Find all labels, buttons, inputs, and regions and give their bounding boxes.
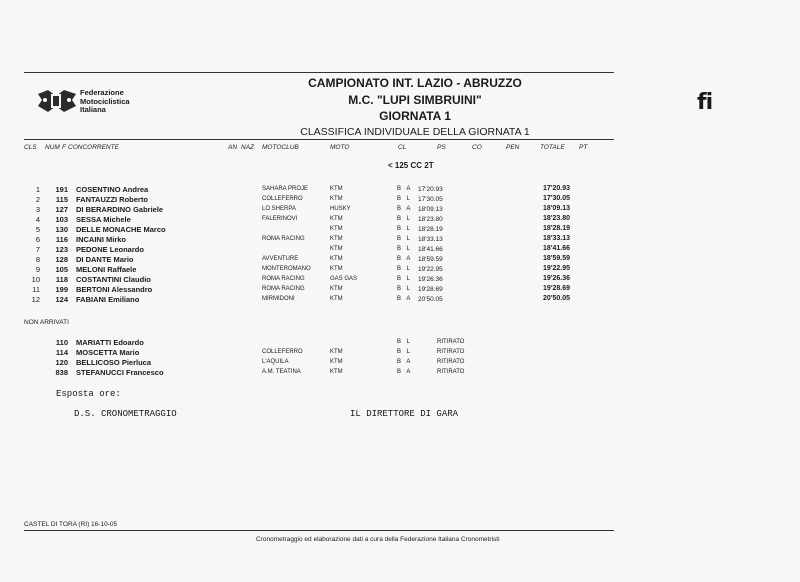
row-class: B A xyxy=(397,256,413,262)
row-position: 2 xyxy=(35,195,40,204)
row-number: 105 xyxy=(55,265,68,274)
row-ps: 19'26.36 xyxy=(418,276,443,283)
table-row xyxy=(0,348,800,358)
row-total: 17'30.05 xyxy=(543,195,570,202)
row-moto: KTM xyxy=(330,216,343,222)
row-moto: HUSKY xyxy=(330,206,351,212)
row-ps: 17'20.93 xyxy=(418,186,443,193)
club-title: M.C. "LUPI SIMBRUINI" xyxy=(348,93,482,107)
table-row xyxy=(0,358,800,368)
row-class: B L xyxy=(397,216,413,222)
table-row xyxy=(0,205,800,215)
col-motoclub: MOTOCLUB xyxy=(262,144,299,151)
day-title: GIORNATA 1 xyxy=(379,109,451,123)
direttore-gara: IL DIRETTORE DI GARA xyxy=(350,409,459,419)
row-position: 5 xyxy=(35,225,40,234)
row-status: RITIRATO xyxy=(437,349,465,355)
row-total: 19'22.95 xyxy=(543,265,570,272)
row-position: 3 xyxy=(35,205,40,214)
row-rider: BERTONI Alessandro xyxy=(76,285,153,294)
row-ps: 18'59.59 xyxy=(418,256,443,263)
table-row xyxy=(0,368,800,378)
row-class: B L xyxy=(397,266,413,272)
row-moto: GAS GAS xyxy=(330,276,358,282)
row-number: 123 xyxy=(55,245,68,254)
table-row xyxy=(0,255,800,265)
federation-line-2: Motociclistica xyxy=(80,96,130,106)
row-rider: DELLE MONACHE Marco xyxy=(76,225,166,234)
row-moto: KTM xyxy=(330,286,343,292)
row-total: 18'33.13 xyxy=(543,235,570,242)
row-number: 838 xyxy=(55,368,68,377)
row-number: 191 xyxy=(55,185,68,194)
top-rule xyxy=(24,72,614,73)
row-moto: KTM xyxy=(330,196,343,202)
table-row xyxy=(0,285,800,295)
row-club: ROMA RACING xyxy=(262,236,305,242)
col-co: CO xyxy=(472,144,482,151)
row-position: 6 xyxy=(35,235,40,244)
row-position: 11 xyxy=(32,285,40,294)
row-ps: 19'22.95 xyxy=(418,266,443,273)
row-position: 7 xyxy=(35,245,40,254)
row-rider: FABIANI Emiliano xyxy=(76,295,140,304)
row-status: RITIRATO xyxy=(437,369,465,375)
row-ps: 17'30.05 xyxy=(418,196,443,203)
col-ps: PS xyxy=(437,144,446,151)
row-status: RITIRATO xyxy=(437,359,465,365)
row-number: 116 xyxy=(55,235,68,244)
footer-location-date: CASTEL DI TORA (RI) 16-10-05 xyxy=(24,521,118,528)
esposta-ore: Esposta ore: xyxy=(56,389,121,399)
federation-line-3: Italiana xyxy=(80,105,106,114)
federation-name xyxy=(80,89,130,115)
table-row xyxy=(0,235,800,245)
row-class: B A xyxy=(397,186,413,192)
row-class: B L xyxy=(397,339,413,345)
table-row xyxy=(0,245,800,255)
table-row xyxy=(0,185,800,195)
footer-credits: Cronometraggio ed elaborazione dati a cura della Federazione Italiana Cronometristi xyxy=(256,536,500,543)
row-rider: INCAINI Mirko xyxy=(76,235,127,244)
row-number: 199 xyxy=(55,285,68,294)
row-total: 19'26.36 xyxy=(543,275,570,282)
row-number: 114 xyxy=(55,348,68,357)
row-position: 4 xyxy=(35,215,40,224)
row-total: 18'09.13 xyxy=(543,205,570,212)
row-class: B L xyxy=(397,196,413,202)
ds-cronometraggio: D.S. CRONOMETRAGGIO xyxy=(74,409,177,419)
row-moto: KTM xyxy=(330,246,343,252)
row-rider: FANTAUZZI Roberto xyxy=(76,195,148,204)
header-rule xyxy=(24,139,614,140)
row-club: MONTEROMANO xyxy=(262,266,311,272)
row-ps: 18'33.13 xyxy=(418,236,443,243)
row-number: 115 xyxy=(55,195,68,204)
row-position: 1 xyxy=(35,185,40,194)
row-club: ROMA RACING xyxy=(262,286,305,292)
non-arrivati-label: NON ARRIVATI xyxy=(24,319,69,326)
col-moto: MOTO xyxy=(330,144,350,151)
table-row xyxy=(0,225,800,235)
row-total: 18'28.19 xyxy=(543,225,570,232)
row-total: 17'20.93 xyxy=(543,185,570,192)
table-row xyxy=(0,195,800,205)
row-rider: PEDONE Leonardo xyxy=(76,245,144,254)
row-position: 12 xyxy=(31,295,40,304)
footer-rule xyxy=(24,530,614,531)
row-moto: KTM xyxy=(330,349,343,355)
row-position: 9 xyxy=(35,265,40,274)
row-number: 118 xyxy=(55,275,68,284)
row-rider: STEFANUCCI Francesco xyxy=(76,368,164,377)
row-moto: KTM xyxy=(330,236,343,242)
table-row xyxy=(0,338,800,348)
row-rider: MOSCETTA Mario xyxy=(76,348,140,357)
row-number: 130 xyxy=(55,225,68,234)
row-club: MIRMIDONI xyxy=(262,296,295,302)
row-class: B L xyxy=(397,276,413,282)
classification-title: CLASSIFICA INDIVIDUALE DELLA GIORNATA 1 xyxy=(300,126,530,138)
table-row xyxy=(0,295,800,305)
fmi-emblem-icon xyxy=(36,86,78,116)
row-club: AVVENTURE xyxy=(262,256,299,262)
row-class: B L xyxy=(397,236,413,242)
row-number: 120 xyxy=(55,358,68,367)
row-position: 8 xyxy=(35,255,40,264)
row-moto: KTM xyxy=(330,256,343,262)
championship-title: CAMPIONATO INT. LAZIO - ABRUZZO xyxy=(308,76,522,90)
col-concorrente: CONCORRENTE xyxy=(68,144,119,151)
row-total: 18'23.80 xyxy=(543,215,570,222)
row-club: A.M. TEATINA xyxy=(262,369,301,375)
row-moto: KTM xyxy=(330,226,343,232)
row-class: B L xyxy=(397,246,413,252)
col-cl: CL xyxy=(398,144,407,151)
table-row xyxy=(0,215,800,225)
col-pt: PT xyxy=(579,144,588,151)
federation-line-1: Federazione xyxy=(80,88,124,97)
row-status: RITIRATO xyxy=(437,339,465,345)
row-total: 18'41.66 xyxy=(543,245,570,252)
row-class: B A xyxy=(397,369,413,375)
row-rider: MARIATTI Edoardo xyxy=(76,338,144,347)
row-rider: DI DANTE Mario xyxy=(76,255,134,264)
col-num: NUM xyxy=(45,144,60,151)
row-number: 103 xyxy=(55,215,68,224)
row-club: SAHARA PROJE xyxy=(262,186,309,192)
row-position: 10 xyxy=(31,275,40,284)
row-total: 18'59.59 xyxy=(543,255,570,262)
row-class: B L xyxy=(397,349,413,355)
row-class: B A xyxy=(397,206,413,212)
col-naz: NAZ xyxy=(241,144,254,151)
row-ps: 18'41.66 xyxy=(418,246,443,253)
scan-speck: · xyxy=(615,282,617,288)
col-pen: PEN xyxy=(506,144,520,151)
row-club: FALERINOVI xyxy=(262,216,298,222)
row-class: B A xyxy=(397,296,413,302)
row-moto: KTM xyxy=(330,266,343,272)
row-total: 20'50.05 xyxy=(543,295,570,302)
col-cls: CLS xyxy=(24,144,37,151)
row-club: LO SHERPA xyxy=(262,206,296,212)
row-ps: 18'09.13 xyxy=(418,206,443,213)
col-f: F xyxy=(62,144,66,151)
table-row xyxy=(0,275,800,285)
col-totale: TOTALE xyxy=(540,144,565,151)
row-club: COLLEFERRO xyxy=(262,196,303,202)
row-moto: KTM xyxy=(330,186,343,192)
fic-logo-icon: fi xyxy=(697,90,713,115)
row-rider: BELLICOSO Pierluca xyxy=(76,358,152,367)
row-club: ROMA RACING xyxy=(262,276,305,282)
row-rider: COSENTINO Andrea xyxy=(76,185,149,194)
row-rider: DI BERARDINO Gabriele xyxy=(76,205,164,214)
row-rider: MELONI Raffaele xyxy=(76,265,137,274)
row-ps: 18'23.80 xyxy=(418,216,443,223)
col-an: AN xyxy=(228,144,238,151)
row-ps: 20'50.05 xyxy=(418,296,443,303)
row-moto: KTM xyxy=(330,369,343,375)
row-class: B A xyxy=(397,359,413,365)
row-ps: 18'28.19 xyxy=(418,226,443,233)
row-class: B L xyxy=(397,226,413,232)
table-row xyxy=(0,265,800,275)
category-label: < 125 CC 2T xyxy=(388,161,434,170)
row-rider: COSTANTINI Claudio xyxy=(76,275,151,284)
row-class: B L xyxy=(397,286,413,292)
row-club: COLLEFERRO xyxy=(262,349,303,355)
row-club: L'AQUILA xyxy=(262,359,289,365)
row-number: 127 xyxy=(55,205,68,214)
row-moto: KTM xyxy=(330,296,343,302)
row-total: 19'28.69 xyxy=(543,285,570,292)
row-moto: KTM xyxy=(330,359,343,365)
row-number: 128 xyxy=(55,255,68,264)
row-number: 124 xyxy=(55,295,68,304)
row-rider: SESSA Michele xyxy=(76,215,131,224)
row-number: 110 xyxy=(55,338,68,347)
row-ps: 19'28.69 xyxy=(418,286,443,293)
